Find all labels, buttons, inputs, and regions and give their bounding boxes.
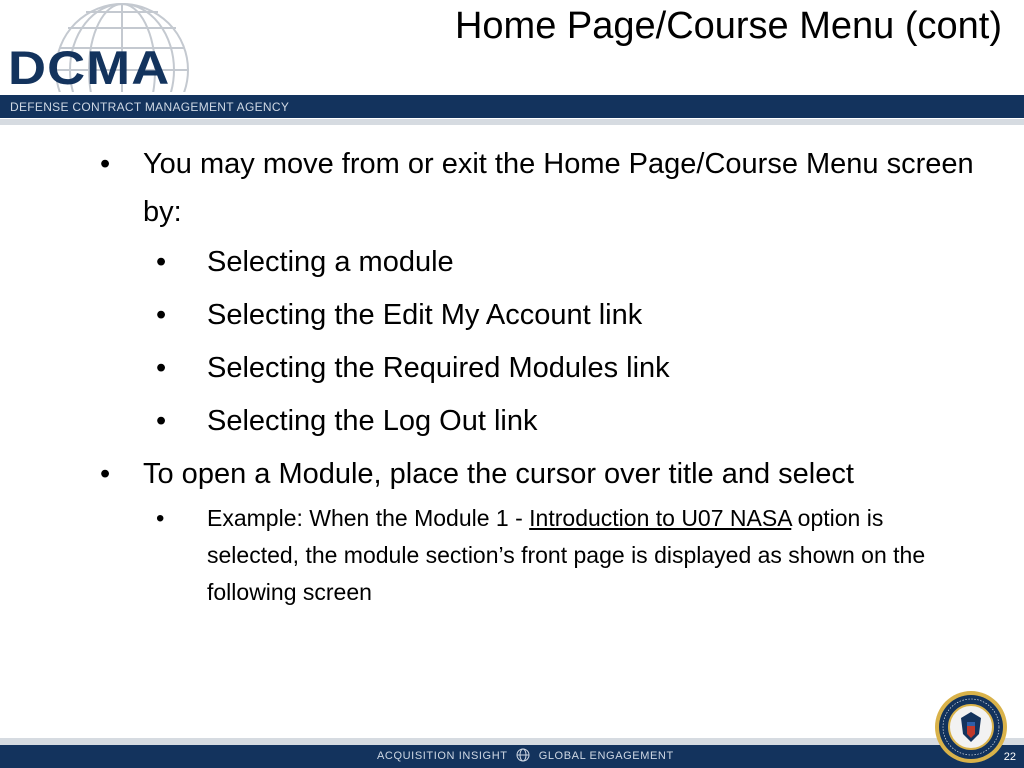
footer-divider <box>0 738 1024 745</box>
sub-bullet <box>100 395 980 448</box>
sub-bullet <box>100 342 980 395</box>
dcma-logo <box>0 0 320 95</box>
sub-bullet <box>100 236 980 289</box>
bullet-exit-options <box>100 140 980 236</box>
page-number: 22 <box>1003 751 1016 763</box>
bullet-text: To open a Module, place the cursor over title and select <box>143 458 854 490</box>
bullet-marker: • <box>156 405 167 437</box>
footer-right-text: GLOBAL ENGAGEMENT <box>538 750 674 762</box>
bullet-marker: • <box>156 352 167 384</box>
footer-band <box>0 745 1024 768</box>
header-band <box>0 95 1024 118</box>
example-suffix: option is selected, the module section’s front page is displayed as shown on the following screen <box>207 505 926 605</box>
example-bullet <box>100 500 980 611</box>
bullet-marker: • <box>100 148 111 180</box>
sub-bullet <box>100 289 980 342</box>
agency-name: DEFENSE CONTRACT MANAGEMENT AGENCY <box>10 100 290 114</box>
sub-bullet-text: Selecting the Edit My Account link <box>207 299 643 331</box>
globe-icon <box>516 748 530 762</box>
bullet-marker: • <box>100 458 111 490</box>
sub-bullet-text: Selecting the Log Out link <box>207 405 538 437</box>
bullet-marker: • <box>156 299 167 331</box>
logo-text: DCMA <box>8 41 171 94</box>
example-prefix: Example: When the Module 1 - <box>207 505 530 531</box>
bullet-open-module <box>100 450 980 498</box>
footer-left-text: ACQUISITION INSIGHT <box>377 750 508 762</box>
bullet-marker: • <box>156 505 165 532</box>
sub-bullet-text: Selecting the Required Modules link <box>207 352 670 384</box>
bullet-marker: • <box>156 246 167 278</box>
sub-bullet-text: Selecting a module <box>207 246 454 278</box>
footer-tagline <box>377 750 674 762</box>
module-link[interactable]: Introduction to U07 NASA <box>529 505 792 531</box>
slide-title: Home Page/Course Menu (cont) <box>454 5 1002 47</box>
slide-body <box>100 140 980 611</box>
bullet-text: You may move from or exit the Home Page/Course Menu screen by: <box>143 148 974 228</box>
header-divider <box>0 119 1024 125</box>
agency-seal-icon <box>934 690 1008 764</box>
